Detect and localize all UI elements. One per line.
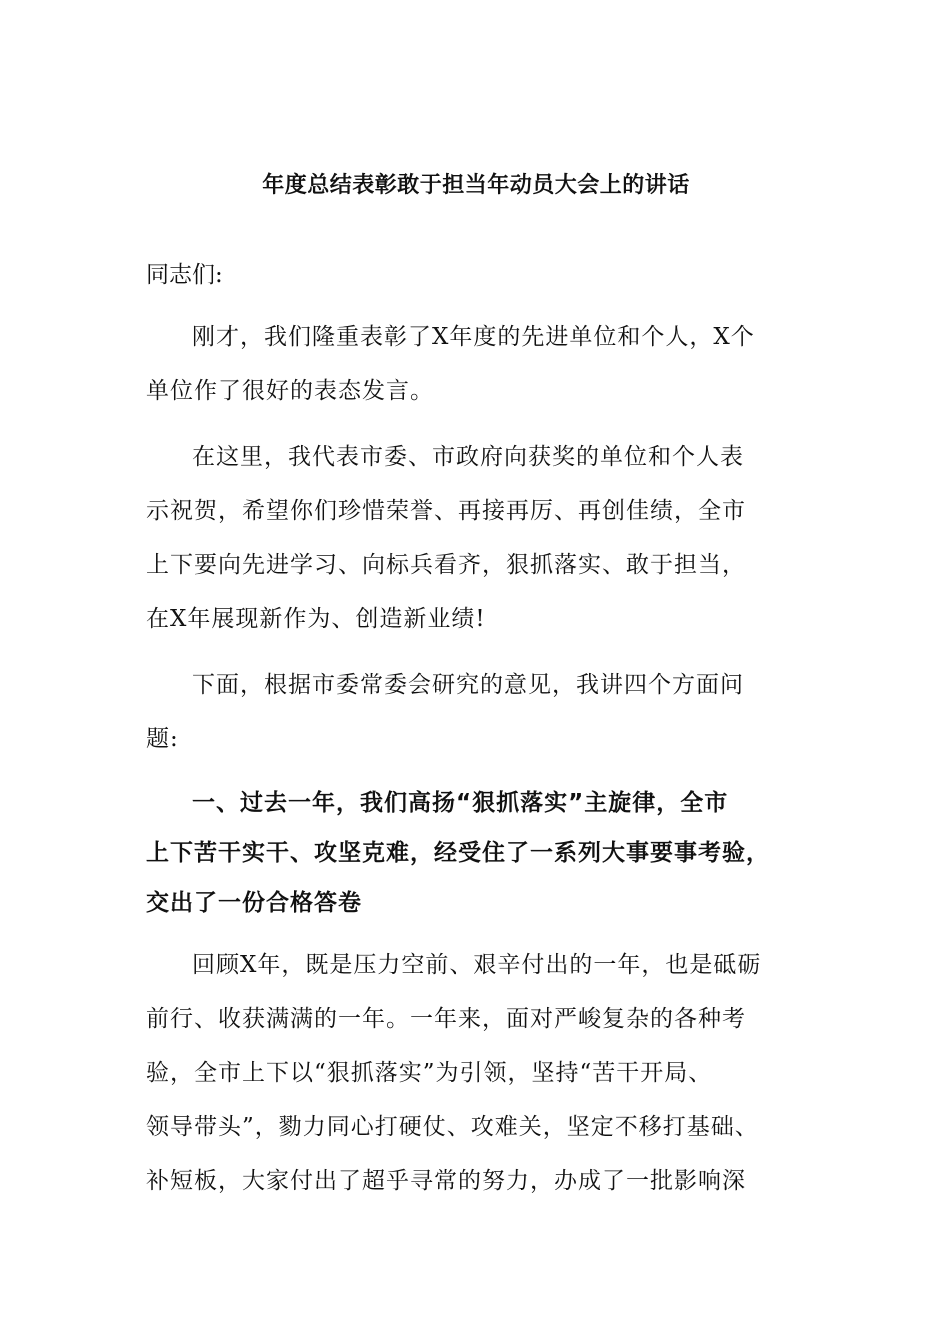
salutation: 同志们:: [146, 262, 223, 288]
paragraph-line: 领导带头”，勠力同心打硬仗、攻难关，坚定不移打基础、: [146, 1114, 759, 1140]
paragraph-line: 刚才，我们隆重表彰了X年度的先进单位和个人，X个: [192, 324, 755, 350]
paragraph-line: 在X年展现新作为、创造新业绩!: [146, 606, 486, 632]
paragraph-commendation: [146, 310, 806, 418]
paragraph-line: 示祝贺，希望你们珍惜荣誉、再接再厉、再创佳绩，全市: [146, 498, 746, 524]
paragraph-line: 单位作了很好的表态发言。: [146, 378, 434, 404]
document-page: [146, 170, 806, 1220]
paragraph-line: 上下要向先进学习、向标兵看齐，狠抓落实、敢于担当，: [146, 552, 746, 578]
paragraph-line: 补短板，大家付出了超乎寻常的努力，办成了一批影响深: [146, 1168, 746, 1194]
paragraph-outline-intro: [146, 658, 806, 766]
paragraph-line: 下面，根据市委常委会研究的意见，我讲四个方面问: [192, 672, 744, 698]
heading-line: 交出了一份合格答卷: [146, 890, 362, 916]
paragraph-line: 验，全市上下以“狠抓落实”为引领，坚持“苦干开局、: [146, 1060, 713, 1086]
section-heading-one: [146, 778, 806, 928]
heading-line: 一、过去一年，我们高扬“狠抓落实”主旋律，全市: [192, 790, 729, 816]
paragraph-review: [146, 938, 806, 1208]
paragraph-line: 前行、收获满满的一年。一年来，面对严峻复杂的各种考: [146, 1006, 746, 1032]
heading-line: 上下苦干实干、攻坚克难，经受住了一系列大事要事考验，: [146, 840, 770, 866]
paragraph-congratulations: [146, 430, 806, 646]
paragraph-line: 在这里，我代表市委、市政府向获奖的单位和个人表: [192, 444, 744, 470]
paragraph-line: 回顾X年，既是压力空前、艰辛付出的一年，也是砥砺: [192, 952, 762, 978]
document-title: 年度总结表彰敢于担当年动员大会上的讲话: [262, 173, 690, 198]
paragraph-line: 题:: [146, 726, 179, 752]
